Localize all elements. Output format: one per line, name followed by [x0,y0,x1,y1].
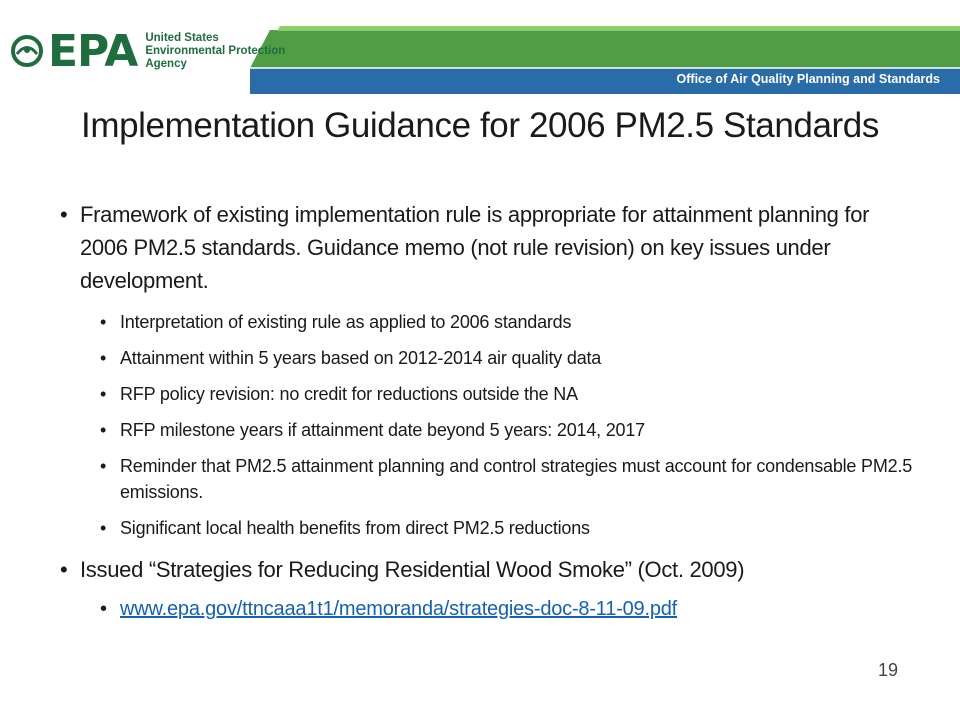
sub-bullet-item [60,596,920,622]
bullet-text: Interpretation of existing rule as applied to 2006 standards [120,312,572,332]
bullet-text: Significant local health benefits from direct PM2.5 reductions [120,518,590,538]
epa-logo [10,26,285,76]
bullet-dot: • [60,557,68,582]
bullet-text: RFP policy revision: no credit for reductions outside the NA [120,384,578,404]
sub-bullet-item [60,309,920,335]
bullet-item [60,198,920,297]
bullet-dot: • [100,312,107,332]
agency-line: Environmental Protection [145,44,286,57]
page-number: 19 [878,660,899,680]
sub-bullet-item [60,453,920,505]
bullet-dot: • [100,518,107,538]
flower-icon [10,31,44,71]
bullet-dot: • [100,420,107,440]
bullet-dot: • [100,348,107,368]
bullet-text: RFP milestone years if attainment date beyond 5 years: 2014, 2017 [120,420,645,440]
logo-wordmark: EPA [48,25,138,77]
agency-line: United States [145,31,219,44]
slide-body [60,198,920,622]
sub-bullet-item [60,381,920,407]
bullet-text: Framework of existing implementation rule is appropriate for attainment planning for 2006 PM2.5 standards. Guidance memo (not rule revision) on key issues under development. [80,202,870,293]
strategies-doc-link[interactable]: www.epa.gov/ttncaaa1t1/memoranda/strategies-doc-8-11-09.pdf [120,598,678,620]
bullet-dot: • [100,384,107,404]
slide-header [0,0,960,96]
bullet-text: Attainment within 5 years based on 2012-2014 air quality data [120,348,602,368]
bullet-dot: • [100,456,107,476]
bullet-text: Reminder that PM2.5 attainment planning and control strategies must account for condensable PM2.5 emissions. [120,456,913,502]
bullet-item [60,553,920,586]
agency-line: Agency [145,57,187,70]
bullet-dot: • [100,598,107,620]
bullet-dot: • [60,202,68,227]
bullet-text: Issued “Strategies for Reducing Residential Wood Smoke” (Oct. 2009) [80,557,745,582]
office-name: Office of Air Quality Planning and Standards [676,72,940,86]
sub-bullet-item [60,515,920,541]
sub-bullet-item [60,417,920,443]
slide-title: Implementation Guidance for 2006 PM2.5 Standards [81,106,879,145]
agency-name [145,32,285,71]
sub-bullet-item [60,345,920,371]
